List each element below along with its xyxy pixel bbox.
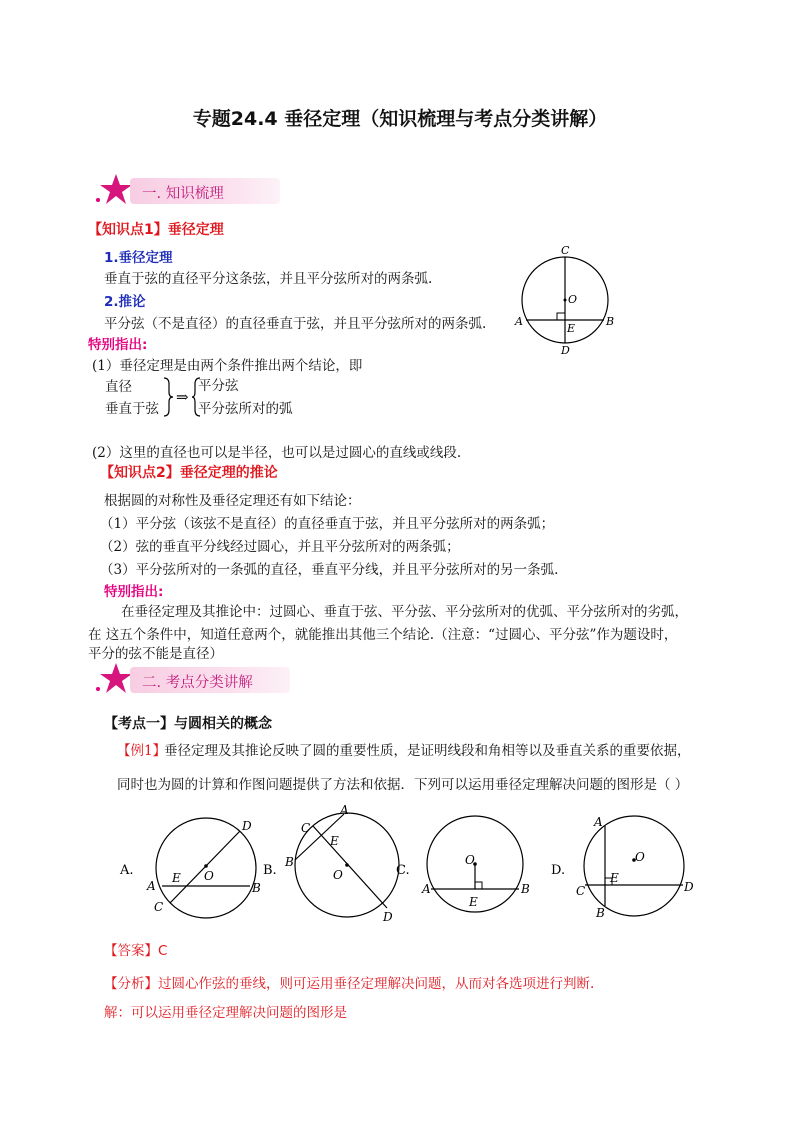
option-label-c: C. — [396, 863, 410, 878]
item2-title: 2.推论 — [104, 294, 146, 310]
example-line-2: 同时也为圆的计算和作图问题提供了方法和依据．下列可以运用垂径定理解决问题的图形是（ ） — [117, 777, 689, 793]
svg-text:D: D — [242, 819, 252, 833]
brace-left-1: 直径 — [105, 379, 132, 395]
page-title: 专题24.4 垂径定理（知识梳理与考点分类讲解） — [192, 108, 608, 130]
option-figures — [100, 800, 720, 930]
kp2-item-1: （1）平分弦（该弦不是直径）的直径垂直于弦，并且平分弦所对的两条弧； — [100, 516, 555, 532]
figure-label-a: A — [515, 315, 523, 328]
brace-right-2: 平分弦所对的弧 — [198, 401, 293, 417]
figure-label-o: O — [568, 293, 578, 306]
example-label: 【例1】 — [117, 743, 167, 759]
figure-label-b: B — [606, 315, 615, 328]
option-label-a: A. — [120, 863, 134, 878]
item1-text: 垂直于弦的直径平分这条弦，并且平分弦所对的两条弧. — [104, 271, 433, 287]
svg-text:O: O — [204, 869, 214, 883]
svg-text:B: B — [285, 855, 294, 869]
svg-text:C: C — [154, 900, 164, 914]
svg-text:B: B — [596, 906, 605, 920]
implies-arrow: ⇒ — [176, 388, 189, 406]
section-banner-title: 二. 考点分类讲解 — [142, 675, 253, 691]
svg-text:A: A — [147, 879, 156, 893]
svg-text:O: O — [635, 850, 645, 864]
answer-value: C — [158, 943, 168, 959]
svg-text:C: C — [576, 884, 586, 898]
figure-center — [564, 299, 567, 302]
right-brace-icon — [162, 376, 174, 418]
option-label-b: B. — [263, 863, 277, 878]
note3-label: 特别指出: — [104, 584, 164, 600]
answer-line — [104, 942, 167, 960]
item2-text: 平分弦（不是直径）的直径垂直于弦，并且平分弦所对的两条弧. — [104, 316, 487, 332]
perpendicular-diameter-figure — [510, 240, 620, 360]
item1-title: 1.垂径定理 — [104, 250, 173, 266]
analysis-line — [104, 975, 594, 993]
figure-label-c: C — [561, 244, 570, 257]
svg-text:B: B — [252, 881, 261, 895]
svg-text:E: E — [610, 871, 619, 885]
svg-text:D: D — [383, 910, 393, 924]
svg-text:A: A — [340, 803, 349, 817]
kp2-item-3: （3）平分弦所对的一条弧的直径，垂直平分线，并且平分弦所对的另一条弧. — [100, 562, 559, 578]
kp1-heading: 【知识点1】垂径定理 — [88, 222, 224, 238]
svg-text:E: E — [469, 895, 478, 909]
svg-text:O: O — [465, 853, 475, 867]
kd1-heading: 【考点一】与圆相关的概念 — [104, 716, 272, 732]
brace-right-1: 平分弦 — [198, 378, 239, 394]
svg-text:A: A — [422, 882, 431, 896]
svg-text:A: A — [594, 815, 603, 829]
note-label: 特别指出: — [88, 337, 148, 353]
note-1: (1）垂径定理是由两个条件推出两个结论，即 — [92, 358, 363, 374]
kp2-item-2: （2）弦的垂直平分线经过圆心，并且平分弦所对的两条弧； — [100, 539, 460, 555]
section-banner-1 — [92, 172, 282, 208]
brace-left-2: 垂直于弦 — [105, 401, 159, 417]
figure-label-d: D — [561, 344, 570, 357]
option-label-d: D. — [551, 863, 566, 878]
note3-line-2: 在 这五个条件中，知道任意两个，就能推出其他三个结论.（注意：“过圆心、平分弦”作为题设时， — [88, 627, 678, 643]
analysis-text: 过圆心作弦的垂线，则可运用垂径定理解决问题，从而对各选项进行判断. — [158, 976, 595, 992]
svg-text:E: E — [330, 834, 339, 848]
answer-label: 【答案】 — [104, 943, 158, 959]
svg-text:O: O — [333, 868, 343, 882]
note-2: (2）这里的直径也可以是半径，也可以是过圆心的直线或线段. — [92, 445, 462, 461]
svg-text:C: C — [301, 821, 311, 835]
note3-line-3: 平分的弦不能是直径） — [88, 646, 223, 662]
solution-line: 解：可以运用垂径定理解决问题的图形是 — [104, 1005, 347, 1021]
kp2-heading: 【知识点2】垂径定理的推论 — [100, 465, 278, 481]
svg-text:B: B — [521, 882, 530, 896]
section-banner-title: 一. 知识梳理 — [142, 186, 224, 202]
analysis-label: 【分析】 — [104, 976, 158, 992]
figure-label-e: E — [567, 322, 576, 335]
svg-text:E: E — [172, 871, 181, 885]
example-line-1: 垂径定理及其推论反映了圆的重要性质，是证明线段和角相等以及垂直关系的重要依据， — [164, 743, 691, 759]
figure-right-angle — [557, 313, 565, 320]
svg-text:D: D — [684, 880, 694, 894]
section-banner-2 — [92, 661, 292, 697]
note3-line-1: 在垂径定理及其推论中：过圆心、垂直于弦、平分弦、平分弦所对的优弧、平分弦所对的劣弧， — [121, 604, 688, 620]
kp2-intro: 根据圆的对称性及垂径定理还有如下结论： — [104, 493, 361, 509]
